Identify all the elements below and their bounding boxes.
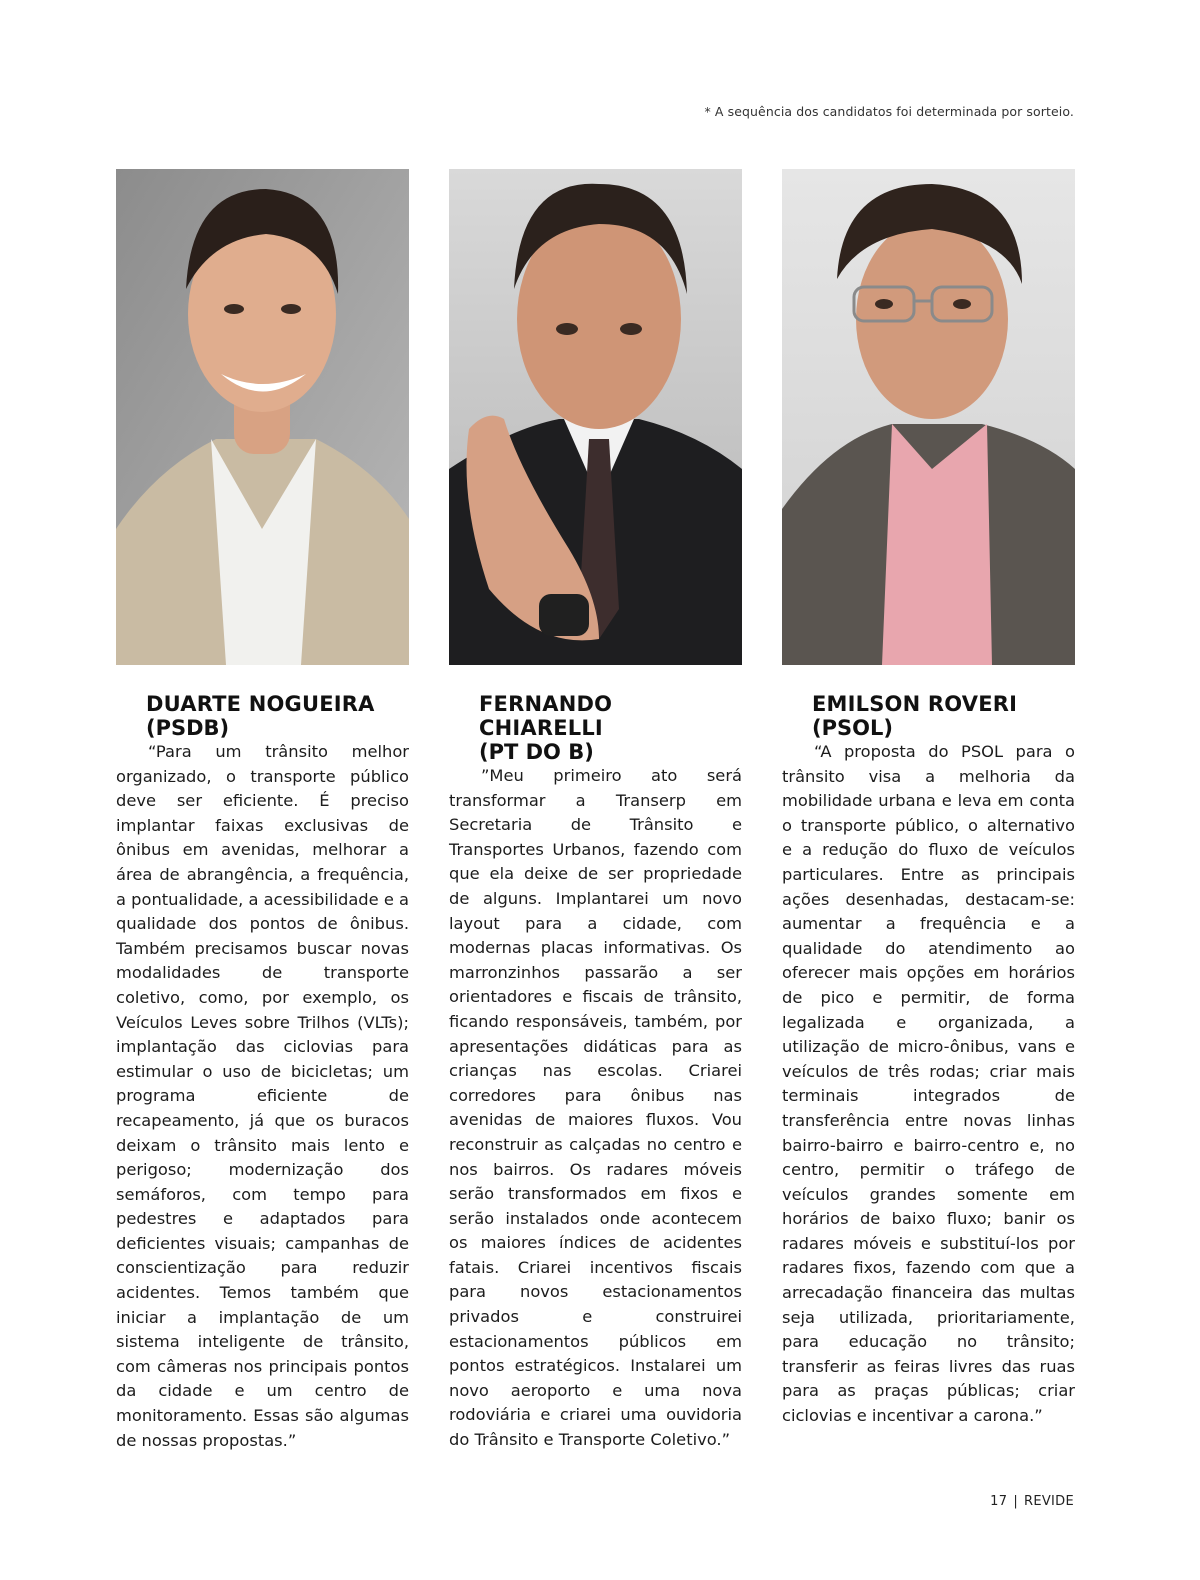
page-number: 17 (990, 1494, 1008, 1509)
candidate-party: (PSOL) (812, 716, 893, 740)
candidate-party: (PSDB) (146, 716, 230, 740)
draw-order-note: * A sequência dos candidatos foi determinada por sorteio. (704, 104, 1074, 119)
candidate-photo (449, 169, 742, 665)
magazine-name: REVIDE (1024, 1494, 1074, 1509)
candidate-photo (782, 169, 1075, 665)
candidate-statement: ”Meu primeiro ato será transformar a Transerp em Secretaria de Trânsito e Transportes Urbanos, fazendo com que ela deixe de ser propriedade de alguns. Implantarei um novo layout para a cidade, com modernas placas informativas. Os marronzinhos passarão a ser orientadores e fiscais de trânsito, ficando responsáveis, também, por apresentações didáticas para as crianças nas escolas. Criarei corredores para ônibus nas avenidas de maiores fluxos. Vou reconstruir as calçadas no centro e nos bairros. Os radares móveis serão transformados em fixos e serão instalados onde acontecem os maiores índices de acidentes fatais. Criarei incentivos fiscais para novos estacionamentos privados e construirei estacionamentos públicos em pontos estratégicos. Instalarei um novo aeroporto e uma nova rodoviária e criarei uma ouvidoria do Trânsito e Transporte Coletivo.” (449, 766, 742, 1450)
candidate-name: FERNANDO CHIARELLI (479, 692, 613, 740)
candidate-statement: “Para um trânsito melhor organizado, o transporte público deve ser eficiente. É preciso implantar faixas exclusivas de ônibus em avenidas, melhorar a área de abrangência, a frequência, a pontualidade, a acessibilidade e a qualidade dos pontos de ônibus. Também precisamos buscar novas modalidades de transporte coletivo, como, por exemplo, os Veículos Leves sobre Trilhos (VLTs); implantação das ciclovias para estimular o uso de bicicletas; um programa eficiente de recapeamento, já que os buracos deixam o trânsito mais lento e perigoso; modernização dos semáforos, com tempo para pedestres e adaptados para deficientes visuais; campanhas de conscientização para reduzir acidentes. Temos também que iniciar a implantação de um sistema inteligente de trânsito, com câmeras nos principais pontos da cidade e um centro de monitoramento. Essas são algumas de nossas propostas.” (116, 742, 410, 1450)
footer-separator: | (1013, 1494, 1018, 1509)
candidate-column (116, 169, 409, 1453)
candidate-photo (116, 169, 409, 665)
candidate-statement: “A proposta do PSOL para o trânsito visa a melhoria da mobilidade urbana e leva em conta o transporte público, o alternativo e a redução do fluxo de veículos particulares. Entre as principais ações desenhadas, destacam-se: aumentar a frequência e a qualidade do atendimento ao oferecer mais opções em horários de pico e permitir, de forma legalizada e organizada, a utilização de micro-ônibus, vans e veículos de três rodas; criar mais terminais integrados de transferência entre novas linhas bairro-bairro e bairro-centro e, no centro, permitir o tráfego de veículos grandes somente em horários de baixo fluxo; banir os radares móveis e substituí-los por radares fixos, fazendo com que a arrecadação financeira das multas seja utilizada, prioritariamente, para educação no trânsito; transferir as feiras livres das ruas para as praças públicas; criar ciclovias e incentivar a carona.” (782, 742, 1075, 1426)
candidate-column (449, 169, 742, 1453)
page-footer (990, 1494, 1074, 1509)
candidate-column (782, 169, 1075, 1429)
candidate-name: DUARTE NOGUEIRA (146, 692, 375, 716)
candidate-name: EMILSON ROVERI (812, 692, 1018, 716)
candidate-party: (PT DO B) (479, 740, 594, 764)
